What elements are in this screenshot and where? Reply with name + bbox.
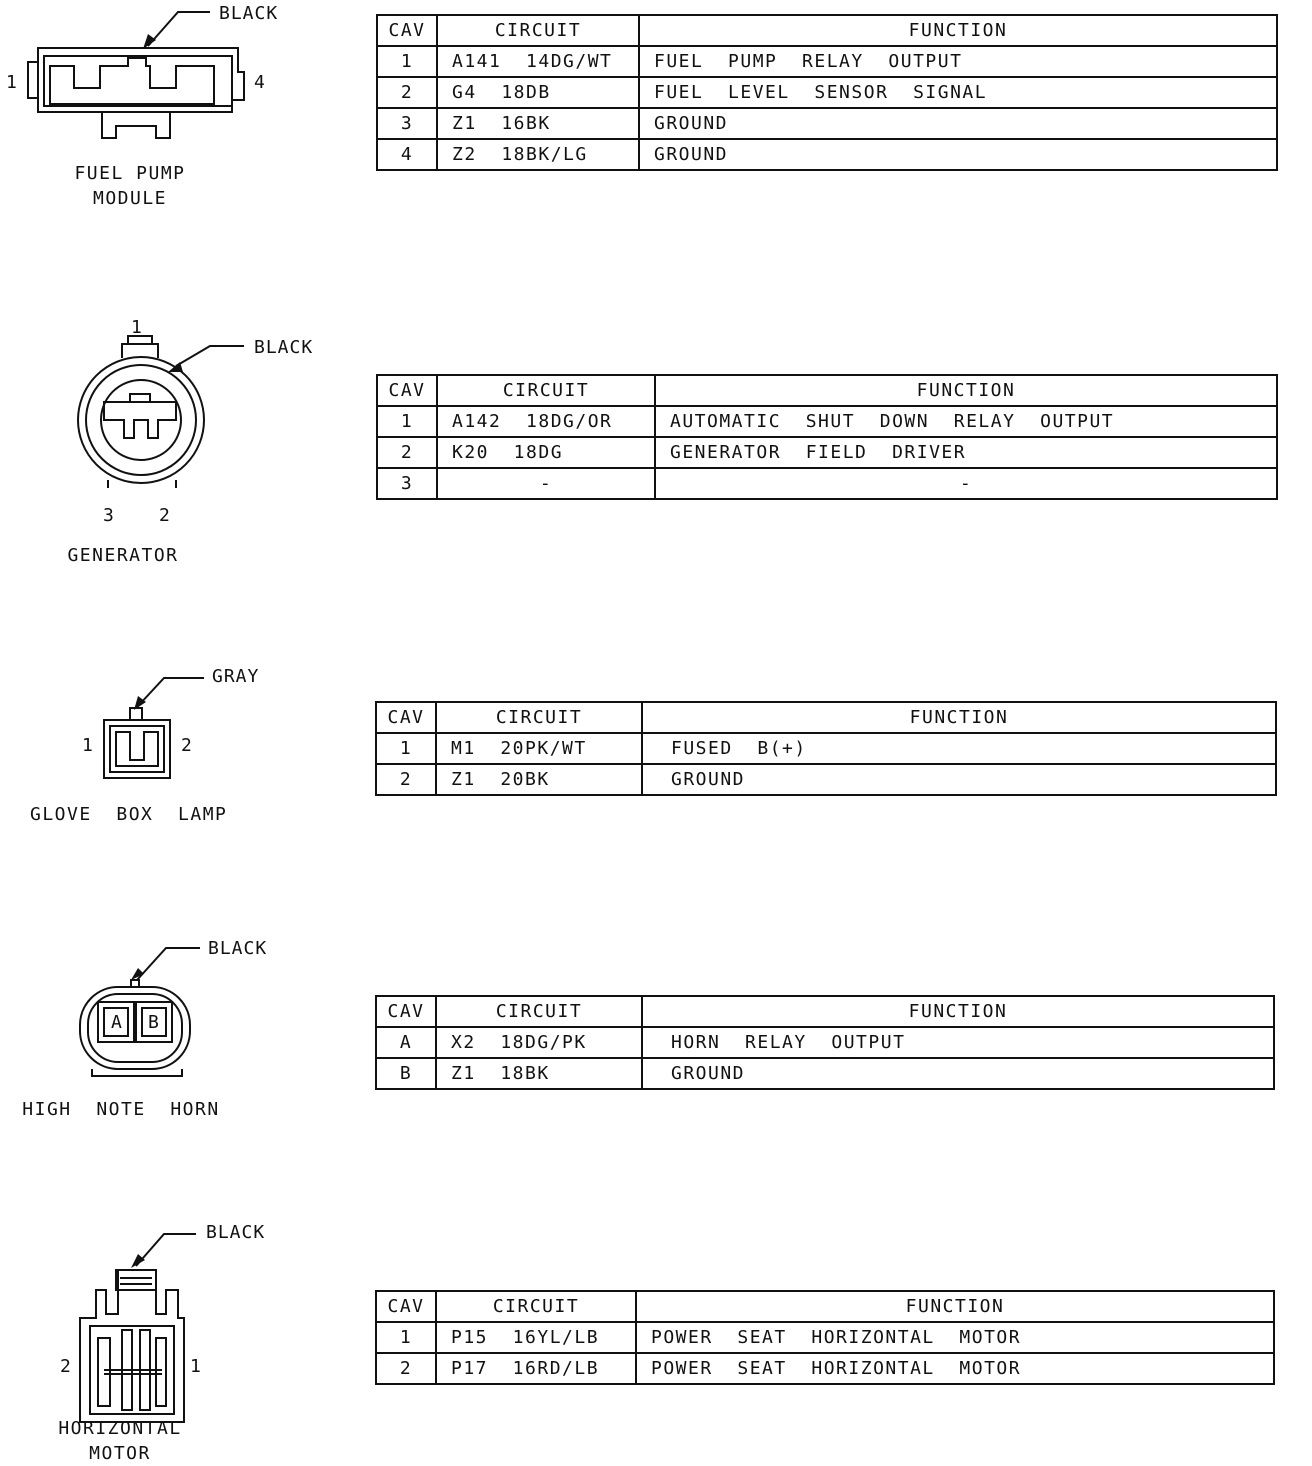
table-header-row — [376, 996, 1274, 1027]
pin-label: 3 — [103, 505, 115, 526]
pin-label: B — [148, 1012, 160, 1033]
cell-circuit: M1 20PK/WT — [436, 733, 642, 764]
connector-name: GENERATOR — [67, 545, 179, 566]
table-row — [377, 139, 1277, 170]
cell-function: AUTOMATIC SHUT DOWN RELAY OUTPUT — [655, 406, 1277, 437]
connector-color-label: BLACK — [254, 337, 314, 358]
cell-cav: 1 — [377, 46, 437, 77]
table-row — [377, 77, 1277, 108]
table-row — [377, 406, 1277, 437]
pin-label: 4 — [254, 72, 266, 93]
connector-color-label: GRAY — [212, 666, 260, 687]
table-row — [376, 733, 1276, 764]
table-row — [376, 1353, 1274, 1384]
cell-cav: 3 — [377, 468, 437, 499]
table-row — [377, 108, 1277, 139]
cell-circuit: P17 16RD/LB — [436, 1353, 636, 1384]
cell-function: GENERATOR FIELD DRIVER — [655, 437, 1277, 468]
cell-function: - — [655, 468, 1277, 499]
table-row — [377, 437, 1277, 468]
cell-circuit: A142 18DG/OR — [437, 406, 655, 437]
cell-circuit: - — [437, 468, 655, 499]
connector-color-label: BLACK — [206, 1222, 266, 1243]
pinout-table — [376, 14, 1278, 171]
table-header-row — [377, 375, 1277, 406]
table-row — [377, 468, 1277, 499]
high-note-horn-connector-icon — [0, 930, 330, 1120]
cell-cav: 2 — [376, 764, 436, 795]
header-cav: CAV — [377, 15, 437, 46]
pin-label: 1 — [6, 72, 18, 93]
header-function: FUNCTION — [642, 702, 1276, 733]
connector-color-label: BLACK — [208, 938, 268, 959]
cell-function: FUEL PUMP RELAY OUTPUT — [639, 46, 1277, 77]
cell-function: GROUND — [642, 764, 1276, 795]
pin-label: 1 — [190, 1356, 202, 1377]
cell-circuit: Z1 16BK — [437, 108, 639, 139]
table-header-row — [377, 15, 1277, 46]
table-row — [376, 1027, 1274, 1058]
cell-function: POWER SEAT HORIZONTAL MOTOR — [636, 1322, 1274, 1353]
cell-circuit: Z1 18BK — [436, 1058, 642, 1089]
cell-circuit: K20 18DG — [437, 437, 655, 468]
pin-label: 1 — [131, 317, 143, 338]
header-circuit: CIRCUIT — [436, 996, 642, 1027]
cell-function: FUEL LEVEL SENSOR SIGNAL — [639, 77, 1277, 108]
connector-name: GLOVE BOX LAMP — [30, 804, 228, 825]
pin-label: A — [111, 1012, 123, 1033]
cell-cav: 1 — [376, 1322, 436, 1353]
cell-function: GROUND — [642, 1058, 1274, 1089]
pin-label: 2 — [181, 735, 193, 756]
header-circuit: CIRCUIT — [436, 702, 642, 733]
connector-name: HORIZONTAL MOTOR — [58, 1418, 182, 1464]
pin-label: 1 — [82, 735, 94, 756]
header-function: FUNCTION — [639, 15, 1277, 46]
header-function: FUNCTION — [642, 996, 1274, 1027]
header-function: FUNCTION — [636, 1291, 1274, 1322]
cell-cav: 2 — [377, 77, 437, 108]
table-row — [376, 1322, 1274, 1353]
cell-circuit: Z2 18BK/LG — [437, 139, 639, 170]
cell-circuit: Z1 20BK — [436, 764, 642, 795]
cell-circuit: A141 14DG/WT — [437, 46, 639, 77]
cell-function: POWER SEAT HORIZONTAL MOTOR — [636, 1353, 1274, 1384]
header-cav: CAV — [376, 702, 436, 733]
connector-name: HIGH NOTE HORN — [22, 1099, 220, 1120]
cell-function: FUSED B(+) — [642, 733, 1276, 764]
table-row — [376, 1058, 1274, 1089]
cell-circuit: X2 18DG/PK — [436, 1027, 642, 1058]
connector-name: FUEL PUMP MODULE — [74, 163, 186, 209]
table-header-row — [376, 702, 1276, 733]
header-cav: CAV — [376, 996, 436, 1027]
table-row — [377, 46, 1277, 77]
pin-label: 2 — [60, 1356, 72, 1377]
cell-cav: 2 — [376, 1353, 436, 1384]
cell-cav: 1 — [377, 406, 437, 437]
header-circuit: CIRCUIT — [437, 375, 655, 406]
cell-function: GROUND — [639, 108, 1277, 139]
header-function: FUNCTION — [655, 375, 1277, 406]
connector-color-label: BLACK — [219, 3, 279, 24]
cell-cav: A — [376, 1027, 436, 1058]
cell-cav: B — [376, 1058, 436, 1089]
pinout-table — [376, 374, 1278, 500]
header-cav: CAV — [377, 375, 437, 406]
cell-circuit: P15 16YL/LB — [436, 1322, 636, 1353]
table-header-row — [376, 1291, 1274, 1322]
header-cav: CAV — [376, 1291, 436, 1322]
table-row — [376, 764, 1276, 795]
cell-cav: 4 — [377, 139, 437, 170]
cell-cav: 1 — [376, 733, 436, 764]
cell-circuit: G4 18DB — [437, 77, 639, 108]
cell-function: GROUND — [639, 139, 1277, 170]
pinout-table — [375, 995, 1275, 1090]
header-circuit: CIRCUIT — [436, 1291, 636, 1322]
header-circuit: CIRCUIT — [437, 15, 639, 46]
pinout-table — [375, 701, 1277, 796]
cell-cav: 2 — [377, 437, 437, 468]
pin-label: 2 — [159, 505, 171, 526]
cell-cav: 3 — [377, 108, 437, 139]
cell-function: HORN RELAY OUTPUT — [642, 1027, 1274, 1058]
pinout-table — [375, 1290, 1275, 1385]
